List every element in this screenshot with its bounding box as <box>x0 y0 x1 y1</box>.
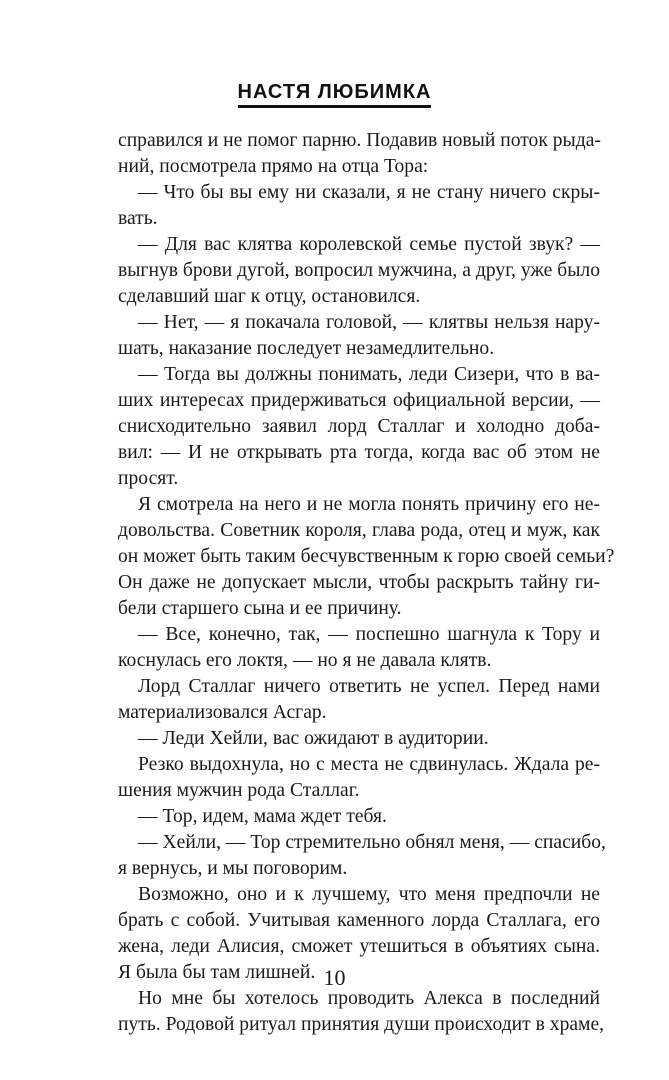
paragraph <box>118 232 600 310</box>
text-line: ших интересах придерживаться официальной версии, — <box>118 390 600 411</box>
text-line: шения мужчин рода Сталлаг. <box>118 780 360 801</box>
text-line: вил: — И не открывать рта тогда, когда вас об этом не <box>118 442 600 463</box>
body-text <box>118 128 615 1038</box>
text-line: бели старшего сына и ее причину. <box>118 598 402 619</box>
paragraph <box>118 674 600 726</box>
text-line: он может быть таким бесчувственным к горю своей семьи? <box>118 546 615 567</box>
text-line: — Для вас клятва королевской семье пустой звук? — <box>138 234 600 255</box>
running-header <box>0 80 669 112</box>
text-line: вать. <box>118 208 158 229</box>
text-line: — Что бы вы ему ни сказали, я не стану ничего скры- <box>138 182 600 203</box>
author-name: НАСТЯ ЛЮБИМКА <box>237 81 432 103</box>
text-line: Он даже не допускает мысли, чтобы раскрыть тайну ги- <box>118 572 600 593</box>
header-box <box>236 80 434 112</box>
paragraph <box>118 180 600 232</box>
text-line: жена, леди Алисия, сможет утешиться в объятиях сына. <box>118 936 600 957</box>
text-line: материализовался Асгар. <box>118 702 327 723</box>
text-line: сделавший шаг к отцу, остановился. <box>118 286 421 307</box>
text-line: коснулась его локтя, — но я не давала клятв. <box>118 650 492 671</box>
paragraph <box>118 362 600 492</box>
paragraph <box>118 830 606 882</box>
text-line: я вернусь, и мы поговорим. <box>118 858 348 879</box>
text-line: шать, наказание последует незамедлительно. <box>118 338 495 359</box>
paragraph <box>118 128 600 180</box>
paragraph <box>118 310 600 362</box>
text-line: — Хейли, — Тор стремительно обнял меня, — спасибо, <box>138 832 606 853</box>
text-line: Лорд Сталлаг ничего ответить не успел. Перед нами <box>138 676 600 697</box>
text-line: — Тор, идем, мама ждет тебя. <box>138 806 387 827</box>
paragraph <box>118 752 600 804</box>
text-line: ний, посмотрела прямо на отца Тора: <box>118 156 429 177</box>
paragraph <box>118 804 600 830</box>
text-line: брать с собой. Учитывая каменного лорда Сталлага, его <box>118 910 600 931</box>
text-line: Возможно, оно и к лучшему, что меня предпочли не <box>138 884 600 905</box>
text-line: снисходительно заявил лорд Сталлаг и холодно доба- <box>118 416 600 437</box>
text-line: выгнув брови дугой, вопросил мужчина, а друг, уже было <box>118 260 600 281</box>
paragraph <box>118 986 605 1038</box>
header-underline <box>238 105 432 108</box>
page-number: 10 <box>323 965 346 990</box>
text-line: — Все, конечно, так, — поспешно шагнула к Тору и <box>138 624 600 645</box>
text-line: путь. Родовой ритуал принятия души происходит в храме, <box>118 1014 605 1035</box>
text-line: Но мне бы хотелось проводить Алекса в последний <box>138 988 600 1009</box>
text-line: Я смотрела на него и не могла понять причину его не- <box>138 494 600 515</box>
text-line: — Тогда вы должны понимать, леди Сизери, что в ва- <box>138 364 600 385</box>
paragraph <box>118 492 615 622</box>
text-line: справился и не помог парню. Подавив новый поток рыда- <box>118 130 601 151</box>
text-line: — Нет, — я покачала головой, — клятвы нельзя нару- <box>138 312 600 333</box>
text-line: Резко выдохнула, но с места не сдвинулась. Ждала ре- <box>138 754 600 775</box>
text-line: Я была бы там лишней. <box>118 962 316 983</box>
paragraph <box>118 622 600 674</box>
text-line: — Леди Хейли, вас ожидают в аудитории. <box>138 728 489 749</box>
text-line: просят. <box>118 468 179 489</box>
paragraph <box>118 726 600 752</box>
text-line: довольства. Советник короля, глава рода, отец и муж, как <box>118 520 600 541</box>
